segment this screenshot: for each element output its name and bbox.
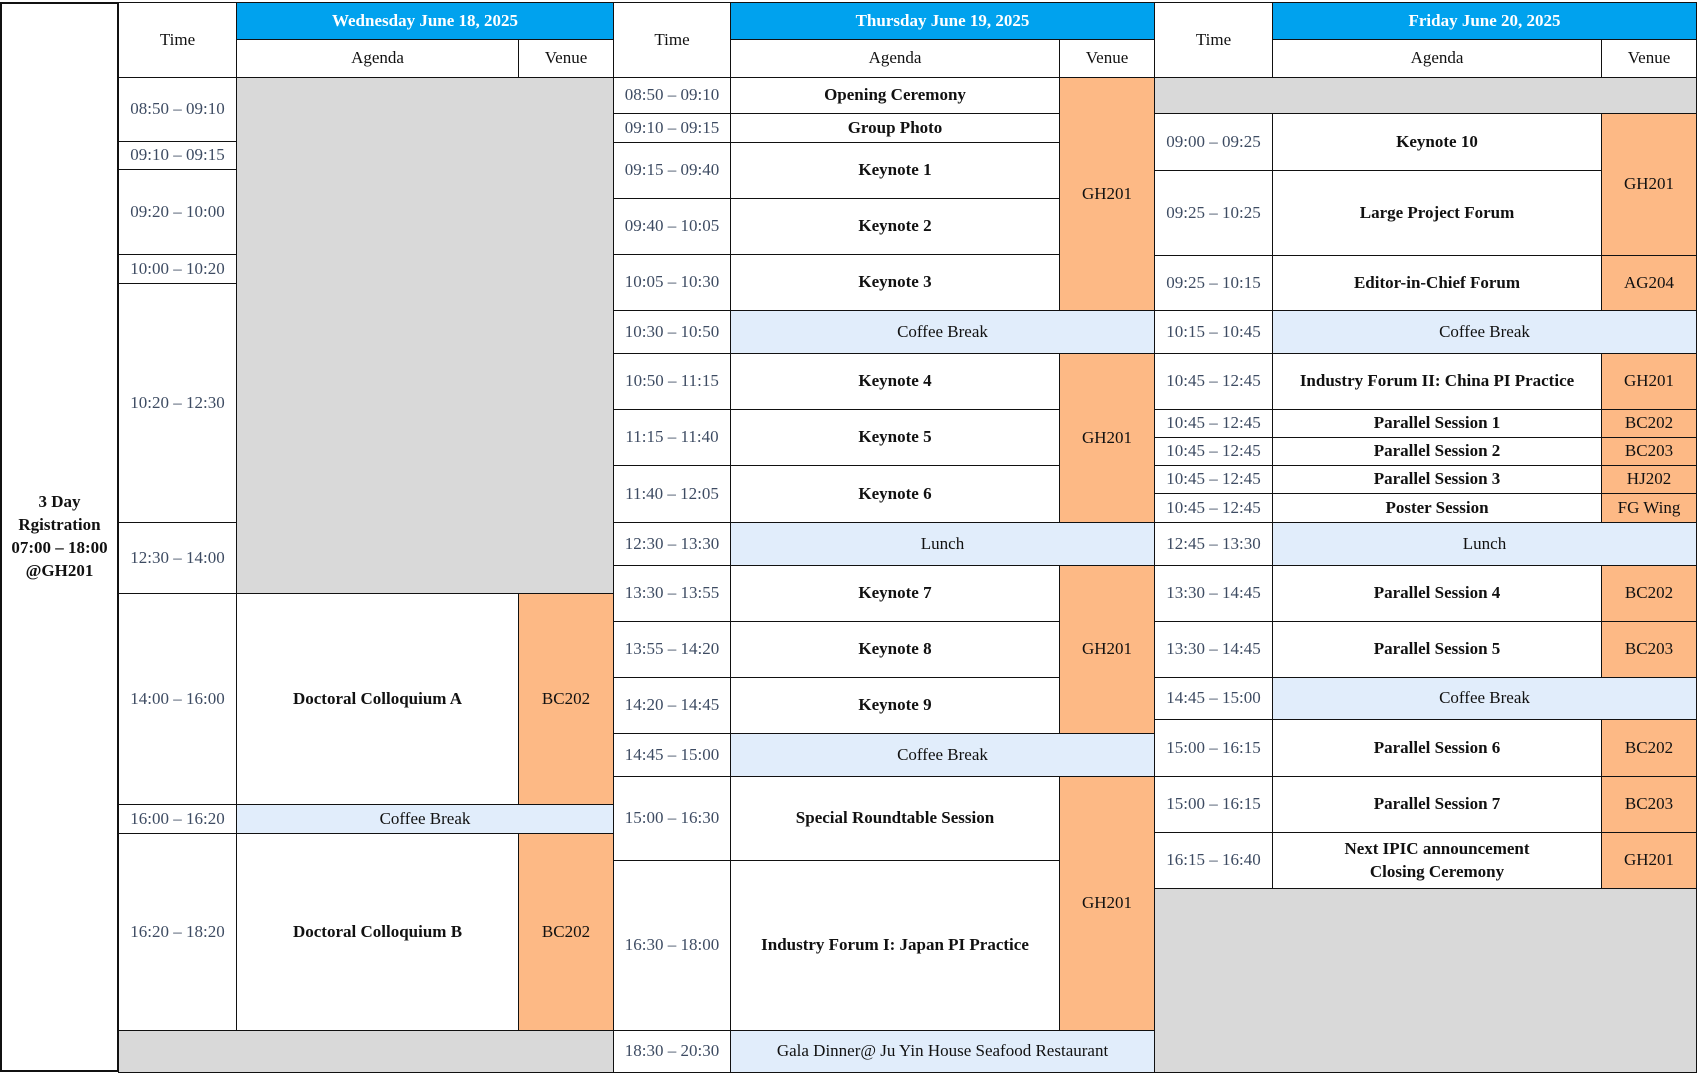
thu-time-9: 12:30 – 13:30 xyxy=(613,522,731,566)
fri-parallel-session-2: Parallel Session 2 xyxy=(1272,437,1602,466)
thu-time-4: 10:05 – 10:30 xyxy=(613,254,731,311)
thu-agenda-header: Agenda xyxy=(730,39,1060,78)
fri-keynote-10: Keynote 10 xyxy=(1272,113,1602,171)
fri-editor-forum: Editor-in-Chief Forum xyxy=(1272,255,1602,311)
thu-time-12: 14:20 – 14:45 xyxy=(613,677,731,734)
registration-line4: @GH201 xyxy=(25,560,94,580)
wed-doctoral-colloquium-b: Doctoral Colloquium B xyxy=(236,833,519,1031)
fri-time-5: 10:45 – 12:45 xyxy=(1154,409,1273,438)
fri-time-11: 13:30 – 14:45 xyxy=(1154,621,1273,678)
wed-time-4: 10:20 – 12:30 xyxy=(118,283,237,523)
fri-time-10: 13:30 – 14:45 xyxy=(1154,565,1273,622)
wed-date-header: Wednesday June 18, 2025 xyxy=(236,2,614,40)
fri-closing-ceremony: Next IPIC announcement Closing Ceremony xyxy=(1272,832,1602,889)
fri-parallel-session-7: Parallel Session 7 xyxy=(1272,776,1602,833)
fri-coffee-break-1: Coffee Break xyxy=(1272,310,1697,354)
thu-keynote-4: Keynote 4 xyxy=(730,353,1060,410)
thu-industry-forum-1: Industry Forum I: Japan PI Practice xyxy=(730,860,1060,1031)
fri-venue-ps1: BC202 xyxy=(1601,409,1697,438)
fri-time-1: 09:25 – 10:25 xyxy=(1154,170,1273,256)
thu-keynote-2: Keynote 2 xyxy=(730,198,1060,255)
fri-industry-forum-2: Industry Forum II: China PI Practice xyxy=(1272,353,1602,410)
wed-venue-b: BC202 xyxy=(518,833,614,1031)
fri-lunch: Lunch xyxy=(1272,522,1697,566)
thu-gala-dinner: Gala Dinner@ Ju Yin House Seafood Restaurant xyxy=(730,1030,1155,1073)
fri-venue-poster: FG Wing xyxy=(1601,493,1697,523)
thu-lunch: Lunch xyxy=(730,522,1155,566)
thu-time-14: 15:00 – 16:30 xyxy=(613,776,731,861)
thu-time-6: 10:50 – 11:15 xyxy=(613,353,731,410)
thu-coffee-break-2: Coffee Break xyxy=(730,733,1155,777)
thu-keynote-9: Keynote 9 xyxy=(730,677,1060,734)
fri-venue-ps6: BC202 xyxy=(1601,719,1697,777)
fri-parallel-session-5: Parallel Session 5 xyxy=(1272,621,1602,678)
fri-time-4: 10:45 – 12:45 xyxy=(1154,353,1273,410)
thu-time-0: 08:50 – 09:10 xyxy=(613,77,731,114)
wed-venue-header: Venue xyxy=(518,39,614,78)
wed-bottom-empty xyxy=(118,1030,614,1073)
wed-time-1: 09:10 – 09:15 xyxy=(118,141,237,170)
fri-agenda-header: Agenda xyxy=(1272,39,1602,78)
fri-venue-ps2: BC203 xyxy=(1601,437,1697,466)
wed-time-8: 16:20 – 18:20 xyxy=(118,833,237,1031)
wed-doctoral-colloquium-a: Doctoral Colloquium A xyxy=(236,593,519,805)
fri-time-15: 16:15 – 16:40 xyxy=(1154,832,1273,889)
thu-keynote-1: Keynote 1 xyxy=(730,142,1060,199)
wed-time-6: 14:00 – 16:00 xyxy=(118,593,237,805)
thu-coffee-break-1: Coffee Break xyxy=(730,310,1155,354)
thu-keynote-6: Keynote 6 xyxy=(730,465,1060,523)
fri-time-14: 15:00 – 16:15 xyxy=(1154,776,1273,833)
fri-date-header: Friday June 20, 2025 xyxy=(1272,2,1697,40)
thu-group-photo: Group Photo xyxy=(730,113,1060,143)
thu-time-16: 18:30 – 20:30 xyxy=(613,1030,731,1073)
thu-time-8: 11:40 – 12:05 xyxy=(613,465,731,523)
thu-time-13: 14:45 – 15:00 xyxy=(613,733,731,777)
fri-time-7: 10:45 – 12:45 xyxy=(1154,465,1273,494)
fri-venue-ps4: BC202 xyxy=(1601,565,1697,622)
fri-venue-editor: AG204 xyxy=(1601,255,1697,311)
fri-venue-ps7: BC203 xyxy=(1601,776,1697,833)
fri-time-3: 10:15 – 10:45 xyxy=(1154,310,1273,354)
fri-venue-keynote: GH201 xyxy=(1601,113,1697,256)
thu-venue-block-1: GH201 xyxy=(1059,77,1155,311)
thu-time-11: 13:55 – 14:20 xyxy=(613,621,731,678)
fri-venue-header: Venue xyxy=(1601,39,1697,78)
fri-bottom-empty xyxy=(1154,888,1697,1073)
thu-keynote-5: Keynote 5 xyxy=(730,409,1060,466)
wed-venue-a: BC202 xyxy=(518,593,614,805)
fri-time-0: 09:00 – 09:25 xyxy=(1154,113,1273,171)
thu-time-15: 16:30 – 18:00 xyxy=(613,860,731,1031)
thu-venue-header: Venue xyxy=(1059,39,1155,78)
fri-time-2: 09:25 – 10:15 xyxy=(1154,255,1273,311)
thu-date-header: Thursday June 19, 2025 xyxy=(730,2,1155,40)
fri-time-13: 15:00 – 16:15 xyxy=(1154,719,1273,777)
fri-venue-ps5: BC203 xyxy=(1601,621,1697,678)
thu-time-10: 13:30 – 13:55 xyxy=(613,565,731,622)
wed-empty-block xyxy=(236,77,614,594)
fri-venue-ps3: HJ202 xyxy=(1601,465,1697,494)
wed-agenda-header: Agenda xyxy=(236,39,519,78)
thu-time-3: 09:40 – 10:05 xyxy=(613,198,731,255)
wed-time-7: 16:00 – 16:20 xyxy=(118,804,237,834)
fri-large-project-forum: Large Project Forum xyxy=(1272,170,1602,256)
fri-venue-closing: GH201 xyxy=(1601,832,1697,889)
fri-time-12: 14:45 – 15:00 xyxy=(1154,677,1273,720)
wed-time-0: 08:50 – 09:10 xyxy=(118,77,237,142)
fri-time-8: 10:45 – 12:45 xyxy=(1154,493,1273,523)
thu-time-header: Time xyxy=(613,2,731,78)
registration-line2: Rgistration xyxy=(18,515,101,535)
thu-keynote-8: Keynote 8 xyxy=(730,621,1060,678)
fri-poster-session: Poster Session xyxy=(1272,493,1602,523)
thu-special-roundtable: Special Roundtable Session xyxy=(730,776,1060,861)
fri-coffee-break-2: Coffee Break xyxy=(1272,677,1697,720)
wed-coffee-break: Coffee Break xyxy=(236,804,614,834)
fri-time-header: Time xyxy=(1154,2,1273,78)
registration-cell xyxy=(0,2,119,1072)
thu-keynote-7: Keynote 7 xyxy=(730,565,1060,622)
fri-venue-industry: GH201 xyxy=(1601,353,1697,410)
fri-time-9: 12:45 – 13:30 xyxy=(1154,522,1273,566)
thu-venue-block-2: GH201 xyxy=(1059,353,1155,523)
wed-time-3: 10:00 – 10:20 xyxy=(118,254,237,284)
registration-line1: 3 Day xyxy=(38,492,81,512)
wed-time-header: Time xyxy=(118,2,237,78)
thu-time-5: 10:30 – 10:50 xyxy=(613,310,731,354)
thu-venue-block-3: GH201 xyxy=(1059,565,1155,734)
wed-time-5: 12:30 – 14:00 xyxy=(118,522,237,594)
fri-time-6: 10:45 – 12:45 xyxy=(1154,437,1273,466)
wed-time-2: 09:20 – 10:00 xyxy=(118,169,237,255)
fri-top-empty xyxy=(1154,77,1697,114)
thu-time-7: 11:15 – 11:40 xyxy=(613,409,731,466)
fri-parallel-session-6: Parallel Session 6 xyxy=(1272,719,1602,777)
thu-keynote-3: Keynote 3 xyxy=(730,254,1060,311)
thu-time-1: 09:10 – 09:15 xyxy=(613,113,731,143)
thu-opening-ceremony: Opening Ceremony xyxy=(730,77,1060,114)
fri-parallel-session-1: Parallel Session 1 xyxy=(1272,409,1602,438)
thu-venue-block-4: GH201 xyxy=(1059,776,1155,1031)
fri-parallel-session-4: Parallel Session 4 xyxy=(1272,565,1602,622)
registration-line3: 07:00 – 18:00 xyxy=(11,538,108,557)
fri-parallel-session-3: Parallel Session 3 xyxy=(1272,465,1602,494)
thu-time-2: 09:15 – 09:40 xyxy=(613,142,731,199)
